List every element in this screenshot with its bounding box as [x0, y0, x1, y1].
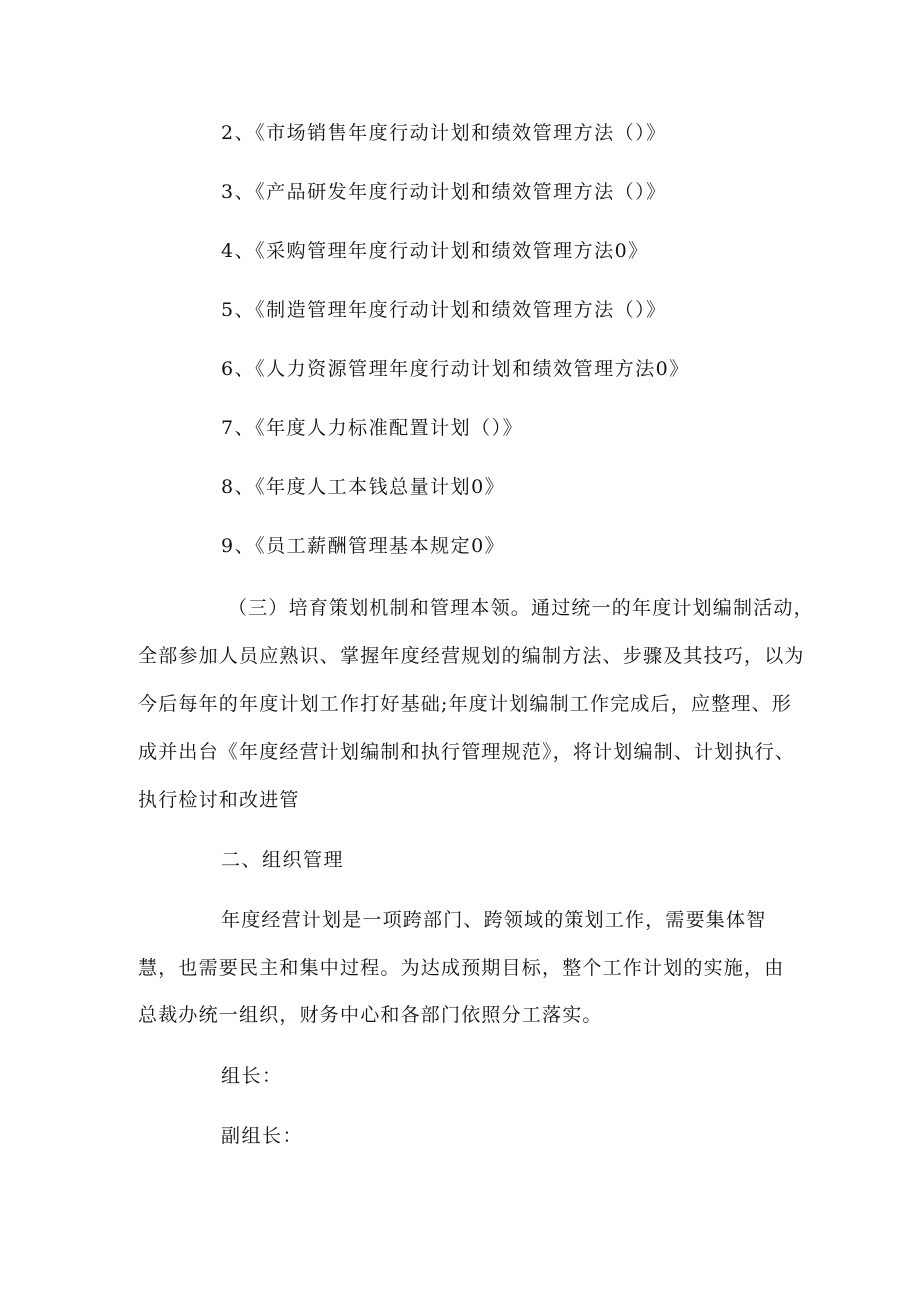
list-item: 2、《市场销售年度行动计划和绩效管理方法（）》 [221, 122, 667, 144]
paragraph-line: 慧，也需要民主和集中过程。为达成预期目标，整个工作计划的实施，由 [138, 957, 785, 979]
list-item: 4、《采购管理年度行动计划和绩效管理方法0》 [221, 240, 649, 262]
paragraph-line: 年度经营计划是一项跨部门、跨领域的策划工作，需要集体智 [221, 909, 767, 931]
list-item: 8、《年度人工本钱总量计划0》 [221, 476, 506, 498]
list-item: 5、《制造管理年度行动计划和绩效管理方法（）》 [221, 299, 667, 321]
list-item: 6、《人力资源管理年度行动计划和绩效管理方法0》 [221, 358, 690, 380]
paragraph-line: 今后每年的年度计划工作打好基础;年度计划编制工作完成后，应整理、形 [138, 693, 793, 715]
paragraph-line: 执行检讨和改进管 [138, 789, 300, 811]
paragraph-line: 总裁办统一组织，财务中心和各部门依照分工落实。 [138, 1004, 603, 1026]
vice-leader-label: 副组长： [221, 1125, 304, 1147]
list-item: 7、《年度人力标准配置计划（）》 [221, 417, 524, 439]
paragraph-line: 成并出台《年度经营计划编制和执行管理规范》，将计划编制、计划执行、 [138, 741, 796, 763]
leader-label: 组长： [221, 1065, 283, 1087]
paragraph-line: （三）培育策划机制和管理本领。通过统一的年度计划编制活动， [228, 597, 814, 619]
section-heading: 二、组织管理 [221, 849, 345, 871]
paragraph-line: 全部参加人员应熟识、掌握年度经营规划的编制方法、步骤及其技巧，以为 [138, 645, 805, 667]
list-item: 9、《员工薪酬管理基本规定0》 [221, 535, 506, 557]
list-item: 3、《产品研发年度行动计划和绩效管理方法（）》 [221, 181, 667, 203]
